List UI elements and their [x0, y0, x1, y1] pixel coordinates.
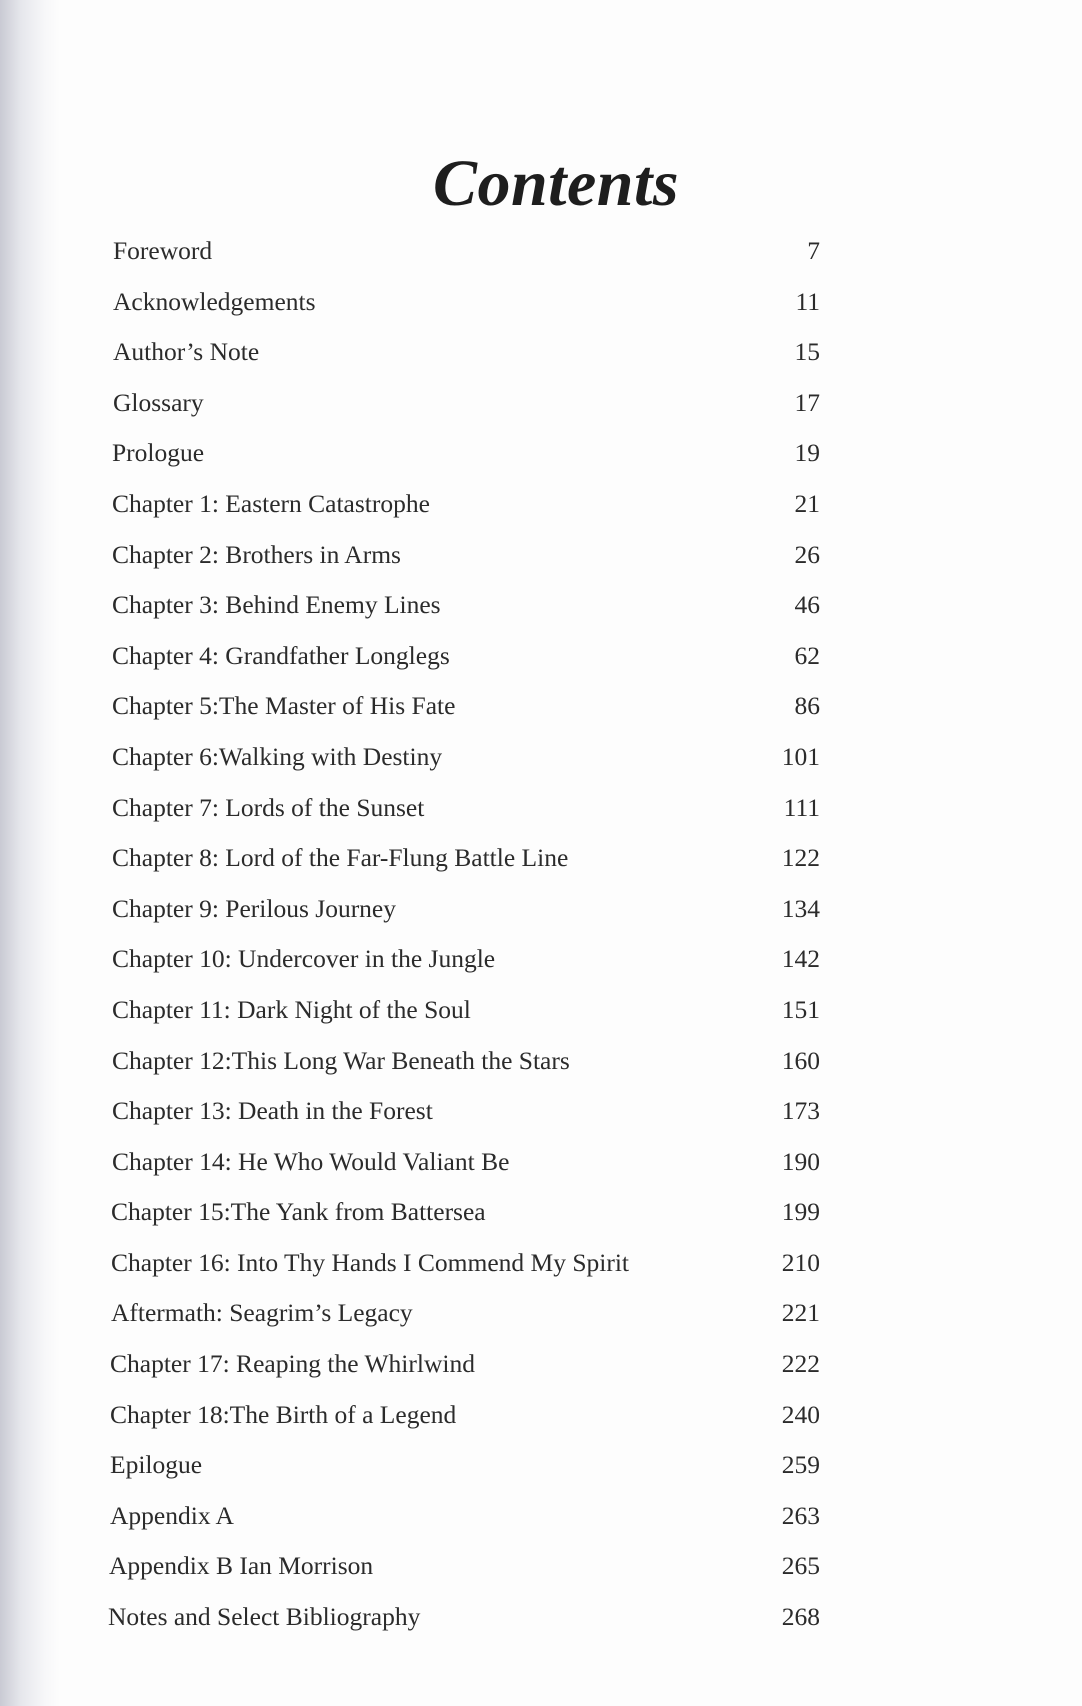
toc-entry-title: Prologue: [112, 438, 205, 468]
toc-entry: [0, 894, 1082, 945]
toc-entry: [0, 1046, 1082, 1097]
toc-entry-title: Aftermath: Seagrim’s Legacy: [111, 1298, 413, 1328]
toc-entry: [0, 1349, 1082, 1400]
toc-entry-page-number: 62: [794, 640, 820, 670]
toc-entry-page-number: 221: [781, 1298, 820, 1328]
toc-entry-page-number: 210: [781, 1247, 820, 1277]
toc-entry: [0, 1197, 1082, 1248]
toc-entry-page-number: 240: [781, 1399, 820, 1429]
page-title: Contents: [432, 147, 680, 221]
toc-entry: [0, 540, 1082, 591]
toc-entry-title: Foreword: [113, 236, 213, 265]
toc-entry: [0, 1551, 1082, 1602]
toc-entry: [0, 843, 1082, 894]
toc-entry-title: Chapter 14: He Who Would Valiant Be: [112, 1146, 510, 1176]
toc-entry-page-number: 17: [794, 387, 820, 417]
toc-entry: [0, 337, 1082, 388]
toc-entry-title: Chapter 18:The Birth of a Legend: [110, 1399, 457, 1429]
toc-entry: [0, 388, 1082, 439]
toc-entry-title: Chapter 6:Walking with Destiny: [112, 741, 443, 771]
toc-entry-page-number: 7: [807, 236, 820, 265]
toc-entry-title: Author’s Note: [113, 337, 260, 367]
toc-entry-title: Chapter 7: Lords of the Sunset: [112, 792, 425, 822]
toc-entry-title: Chapter 10: Undercover in the Jungle: [112, 944, 496, 974]
toc-entry-title: Chapter 3: Behind Enemy Lines: [112, 590, 441, 620]
toc-entry: [0, 1147, 1082, 1198]
toc-entry-page-number: 265: [781, 1551, 820, 1581]
toc-entry-page-number: 86: [794, 691, 820, 721]
toc-entry-title: Notes and Select Bibliography: [108, 1602, 421, 1632]
toc-entry-title: Chapter 15:The Yank from Battersea: [111, 1197, 486, 1227]
toc-entry-page-number: 151: [781, 994, 820, 1024]
toc-entry-page-number: 11: [795, 286, 820, 316]
toc-entry-page-number: 46: [794, 590, 820, 620]
toc-entry: [0, 287, 1082, 338]
toc-entry-title: Glossary: [113, 387, 204, 417]
toc-entry: [0, 691, 1082, 742]
toc-entry-title: Epilogue: [110, 1450, 203, 1480]
toc-entry-title: Chapter 11: Dark Night of the Soul: [112, 994, 471, 1024]
toc-entry-page-number: 111: [783, 792, 820, 822]
toc-entry-title: Chapter 8: Lord of the Far-Flung Battle Line: [112, 843, 569, 873]
toc-entry-title: Acknowledgements: [113, 286, 316, 316]
toc-entry: [0, 489, 1082, 540]
toc-entry-title: Appendix A: [110, 1500, 234, 1530]
toc-entry-title: Chapter 1: Eastern Catastrophe: [112, 488, 430, 518]
toc-entry: [0, 1501, 1082, 1552]
toc-entry-page-number: 21: [794, 488, 820, 518]
toc-entry-page-number: 19: [794, 438, 820, 468]
toc-entry-page-number: 134: [781, 893, 820, 923]
toc-entry-title: Chapter 4: Grandfather Longlegs: [112, 640, 450, 670]
table-of-contents: [0, 236, 1082, 1653]
toc-entry: [0, 1602, 1082, 1653]
toc-entry-page-number: 199: [781, 1197, 820, 1227]
toc-entry-title: Appendix B Ian Morrison: [109, 1551, 374, 1581]
toc-entry-page-number: 26: [794, 539, 820, 569]
toc-entry: [0, 742, 1082, 793]
toc-entry: [0, 995, 1082, 1046]
toc-entry-title: Chapter 5:The Master of His Fate: [112, 691, 456, 721]
toc-entry-title: Chapter 12:This Long War Beneath the Stars: [112, 1045, 570, 1075]
toc-entry-title: Chapter 2: Brothers in Arms: [112, 539, 401, 569]
toc-entry-page-number: 15: [794, 337, 820, 367]
toc-entry-page-number: 101: [781, 741, 820, 771]
toc-entry-page-number: 263: [781, 1500, 820, 1530]
toc-entry: [0, 1450, 1082, 1501]
toc-entry-page-number: 122: [781, 843, 820, 873]
toc-entry-page-number: 259: [781, 1450, 820, 1480]
toc-entry-page-number: 190: [781, 1146, 820, 1176]
toc-entry-title: Chapter 13: Death in the Forest: [112, 1096, 433, 1126]
toc-entry: [0, 1298, 1082, 1349]
toc-entry-page-number: 160: [781, 1045, 820, 1075]
toc-entry-title: Chapter 9: Perilous Journey: [112, 893, 396, 923]
toc-entry: [0, 944, 1082, 995]
toc-entry-page-number: 173: [781, 1096, 820, 1126]
toc-entry: [0, 236, 1082, 287]
toc-entry: [0, 590, 1082, 641]
toc-entry: [0, 438, 1082, 489]
toc-entry: [0, 1248, 1082, 1299]
toc-entry-title: Chapter 16: Into Thy Hands I Commend My Spirit: [111, 1247, 629, 1277]
toc-entry: [0, 1400, 1082, 1451]
toc-entry: [0, 793, 1082, 844]
toc-entry-title: Chapter 17: Reaping the Whirlwind: [110, 1349, 475, 1379]
toc-entry: [0, 1096, 1082, 1147]
toc-entry: [0, 641, 1082, 692]
toc-entry-page-number: 222: [781, 1349, 820, 1379]
toc-entry-page-number: 268: [781, 1602, 820, 1632]
toc-entry-page-number: 142: [781, 944, 820, 974]
